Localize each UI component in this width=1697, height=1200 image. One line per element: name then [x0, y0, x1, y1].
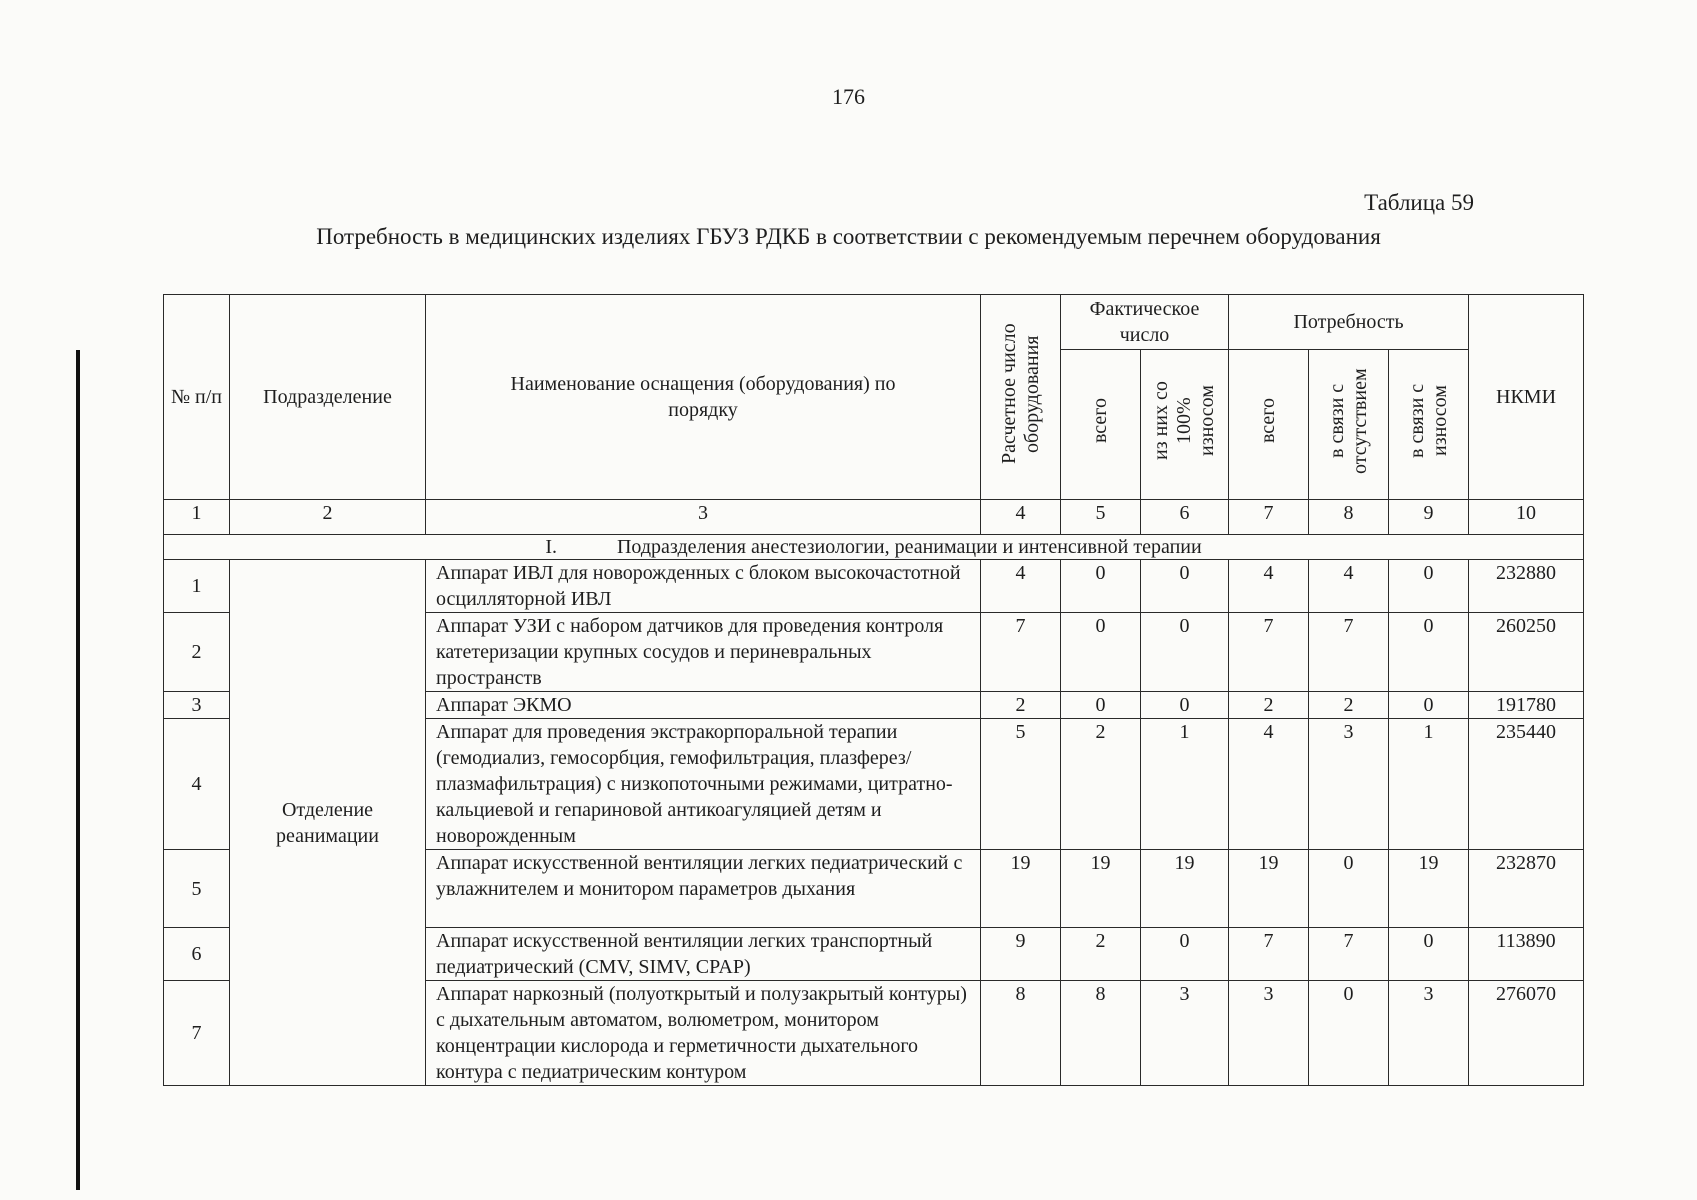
equipment-name: Аппарат для проведения экстракорпоральной терапии (гемодиализ, гемосорбция, гемофильтрация, плазферез/ плазмафильтрация) с низкопоточными режимами, цитратно-кальциевой и гепариновой антикоагуляцией детям и новорожденным [426, 719, 981, 850]
header-actual: Фактическое число [1061, 295, 1229, 350]
calculated-count: 2 [981, 692, 1061, 719]
need-absent: 7 [1309, 613, 1389, 692]
row-number: 4 [164, 719, 230, 850]
equipment-name: Аппарат УЗИ с набором датчиков для проведения контроля катетеризации крупных сосудов и периневральных пространств [426, 613, 981, 692]
column-number: 7 [1229, 500, 1309, 535]
nkmi-code: 276070 [1469, 981, 1584, 1086]
row-number: 7 [164, 981, 230, 1086]
actual-worn: 0 [1141, 613, 1229, 692]
actual-worn: 0 [1141, 928, 1229, 981]
header-need-total-text: всего [1257, 398, 1280, 444]
equipment-name: Аппарат ИВЛ для новорожденных с блоком высокочастотной осцилляторной ИВЛ [426, 560, 981, 613]
header-need-total [1229, 350, 1309, 500]
need-total: 19 [1229, 850, 1309, 928]
calculated-count: 19 [981, 850, 1061, 928]
column-number: 1 [164, 500, 230, 535]
nkmi-code: 113890 [1469, 928, 1584, 981]
column-number: 4 [981, 500, 1061, 535]
nkmi-code: 191780 [1469, 692, 1584, 719]
column-number: 5 [1061, 500, 1141, 535]
column-number: 6 [1141, 500, 1229, 535]
header-actual-total [1061, 350, 1141, 500]
calculated-count: 4 [981, 560, 1061, 613]
header-department: Подразделение [230, 295, 426, 500]
actual-total: 0 [1061, 560, 1141, 613]
nkmi-code: 232870 [1469, 850, 1584, 928]
header-actual-worn-text: из них со 100% износом [1150, 381, 1218, 461]
header-need-worn-text: в связи с износом [1405, 383, 1451, 459]
header-calculated-count-text: Расчетное число оборудования [997, 323, 1043, 464]
table-row [164, 560, 1584, 613]
nkmi-code: 260250 [1469, 613, 1584, 692]
need-worn: 1 [1389, 719, 1469, 850]
need-total: 7 [1229, 613, 1309, 692]
equipment-name: Аппарат ЭКМО [426, 692, 981, 719]
need-worn: 0 [1389, 560, 1469, 613]
calculated-count: 8 [981, 981, 1061, 1086]
department-cell: Отделение реанимации [230, 560, 426, 1086]
need-worn: 0 [1389, 692, 1469, 719]
need-worn: 19 [1389, 850, 1469, 928]
header-need-absent [1309, 350, 1389, 500]
need-worn: 3 [1389, 981, 1469, 1086]
header-equipment-name: Наименование оснащения (оборудования) по порядку [426, 295, 981, 500]
need-total: 7 [1229, 928, 1309, 981]
need-total: 4 [1229, 719, 1309, 850]
need-absent: 0 [1309, 850, 1389, 928]
actual-total: 0 [1061, 692, 1141, 719]
table-header [164, 295, 1584, 500]
table-wrapper [163, 294, 1583, 1086]
table-caption: Таблица 59 [1364, 190, 1474, 215]
need-absent: 2 [1309, 692, 1389, 719]
header-calculated-count [981, 295, 1061, 500]
nkmi-code: 235440 [1469, 719, 1584, 850]
header-need-worn [1389, 350, 1469, 500]
need-absent: 7 [1309, 928, 1389, 981]
actual-worn: 1 [1141, 719, 1229, 850]
column-number: 2 [230, 500, 426, 535]
nkmi-code: 232880 [1469, 560, 1584, 613]
actual-worn: 19 [1141, 850, 1229, 928]
section-title: Подразделения анестезиологии, реанимации и интенсивной терапии [616, 536, 1202, 558]
need-absent: 3 [1309, 719, 1389, 850]
need-total: 2 [1229, 692, 1309, 719]
header-num: № п/п [164, 295, 230, 500]
need-worn: 0 [1389, 928, 1469, 981]
section-row [164, 535, 1584, 560]
page-number: 176 [832, 84, 865, 109]
header-actual-total-text: всего [1089, 398, 1111, 444]
calculated-count: 7 [981, 613, 1061, 692]
need-total: 4 [1229, 560, 1309, 613]
column-number: 9 [1389, 500, 1469, 535]
row-number: 3 [164, 692, 230, 719]
document-title: Потребность в медицинских изделиях ГБУЗ РДКБ в соответствии с рекомендуемым перечнем оборудования [316, 224, 1381, 249]
actual-total: 0 [1061, 613, 1141, 692]
equipment-table [163, 294, 1584, 1086]
actual-total: 2 [1061, 928, 1141, 981]
header-need-absent-text: в связи с отсутствием [1325, 368, 1371, 474]
need-worn: 0 [1389, 613, 1469, 692]
header-actual-worn [1141, 350, 1229, 500]
header-need: Потребность [1229, 295, 1469, 350]
calculated-count: 5 [981, 719, 1061, 850]
actual-total: 2 [1061, 719, 1141, 850]
row-number: 2 [164, 613, 230, 692]
actual-worn: 0 [1141, 560, 1229, 613]
actual-worn: 0 [1141, 692, 1229, 719]
actual-total: 8 [1061, 981, 1141, 1086]
column-number: 8 [1309, 500, 1389, 535]
equipment-name: Аппарат искусственной вентиляции легких педиатрический с увлажнителем и монитором параметров дыхания [426, 850, 981, 928]
need-total: 3 [1229, 981, 1309, 1086]
actual-total: 19 [1061, 850, 1141, 928]
need-absent: 0 [1309, 981, 1389, 1086]
binding-margin-line [76, 350, 80, 1190]
equipment-name: Аппарат наркозный (полуоткрытый и полузакрытый контуры) с дыхательным автоматом, волюметром, монитором концентрации кислорода и герметичности дыхательного контура с педиатрическим контуром [426, 981, 981, 1086]
section-numeral: I. [545, 536, 557, 558]
need-absent: 4 [1309, 560, 1389, 613]
row-number: 6 [164, 928, 230, 981]
calculated-count: 9 [981, 928, 1061, 981]
actual-worn: 3 [1141, 981, 1229, 1086]
header-nkmi: НКМИ [1469, 295, 1584, 500]
column-number: 3 [426, 500, 981, 535]
column-number: 10 [1469, 500, 1584, 535]
row-number: 5 [164, 850, 230, 928]
table-body [164, 500, 1584, 1086]
column-number-row [164, 500, 1584, 535]
section-heading [164, 535, 1584, 560]
row-number: 1 [164, 560, 230, 613]
equipment-name: Аппарат искусственной вентиляции легких транспортный педиатрический (CMV, SIMV, CPAP) [426, 928, 981, 981]
